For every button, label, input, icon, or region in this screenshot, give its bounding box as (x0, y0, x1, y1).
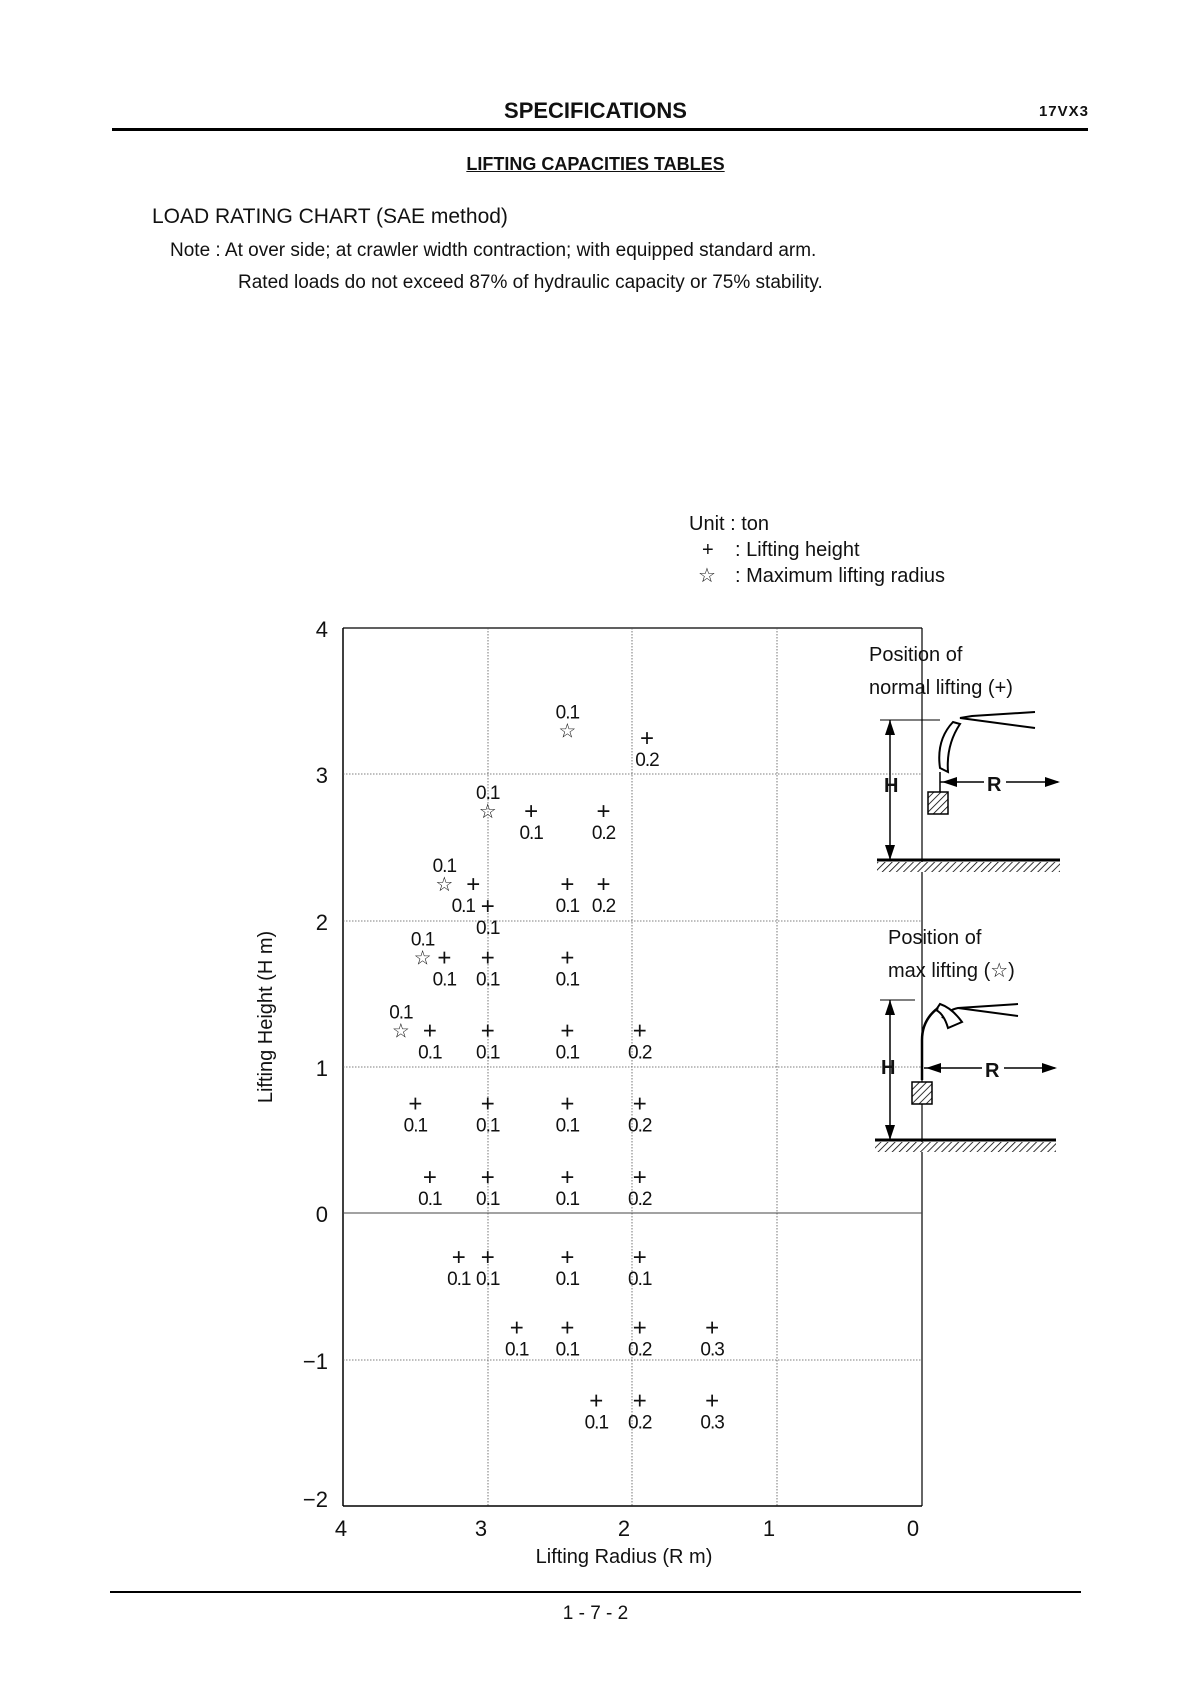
legend-unit: Unit : ton (689, 513, 770, 535)
note-line-1: Note : At over side; at crawler width contraction; with equipped standard arm. (170, 240, 817, 261)
lifting-height-point: + (589, 1387, 604, 1415)
arm-shape (960, 712, 1035, 728)
data-marks (389, 702, 724, 1433)
data-label: 0.1 (389, 1002, 413, 1024)
lifting-height-point: + (437, 944, 452, 972)
h-label: H (884, 775, 899, 797)
legend-star-label: : Maximum lifting radius (735, 565, 946, 587)
data-label: 0.3 (700, 1339, 724, 1361)
data-label: 0.2 (628, 1339, 652, 1361)
h-arrow-head-top (885, 720, 895, 735)
lifting-height-point: + (480, 944, 495, 972)
lifting-height-point: + (560, 1314, 575, 1342)
page-title: SPECIFICATIONS (504, 98, 687, 123)
bucket-shape (939, 722, 960, 772)
lifting-height-point: + (480, 1090, 495, 1118)
data-label: 0.1 (584, 1412, 609, 1434)
chart-heading: LOAD RATING CHART (SAE method) (152, 205, 508, 228)
max-diagram-title-1: Position of (888, 927, 982, 949)
data-label: 0.2 (628, 1042, 652, 1064)
data-label: 0.2 (628, 1115, 652, 1137)
lifting-height-point: + (480, 1163, 495, 1191)
data-label: 0.1 (476, 1042, 500, 1064)
lifting-height-point: + (509, 1314, 524, 1342)
data-label: 0.1 (476, 1115, 500, 1137)
data-label: 0.1 (410, 929, 435, 951)
data-label: 0.1 (418, 1042, 442, 1064)
section-title: LIFTING CAPACITIES TABLES (466, 154, 725, 174)
lifting-height-point: + (560, 1017, 575, 1045)
lifting-height-point: + (596, 871, 611, 899)
lifting-height-point: + (560, 944, 575, 972)
lifting-height-point: + (524, 797, 539, 825)
legend-star-symbol: ☆ (698, 565, 716, 587)
lifting-height-point: + (422, 1163, 437, 1191)
data-label: 0.1 (504, 1339, 529, 1361)
data-label: 0.3 (700, 1412, 724, 1434)
data-label: 0.1 (476, 1188, 500, 1210)
lifting-height-point: + (560, 1163, 575, 1191)
lifting-height-point: + (632, 1017, 647, 1045)
ground-hatch (877, 862, 1060, 872)
data-label: 0.1 (476, 1269, 500, 1291)
lifting-height-point: + (560, 871, 575, 899)
data-label: 0.1 (555, 702, 580, 724)
lifting-height-point: + (422, 1017, 437, 1045)
data-label: 0.1 (555, 1115, 580, 1137)
y-axis-ticks (303, 617, 328, 1512)
r-label: R (987, 774, 1002, 796)
y-tick-label: 4 (315, 617, 328, 642)
lifting-height-point: + (451, 1244, 466, 1272)
data-label: 0.1 (476, 782, 500, 804)
data-label: 0.1 (476, 918, 500, 940)
y-tick-label: 1 (315, 1056, 328, 1081)
data-label: 0.1 (555, 969, 580, 991)
r-arrow-head-right (1042, 1063, 1057, 1073)
lifting-height-point: + (408, 1090, 423, 1118)
data-label: 0.1 (432, 969, 457, 991)
x-tick-label: 3 (474, 1516, 488, 1541)
data-label: 0.2 (591, 822, 616, 844)
model-code: 17VX3 (1038, 103, 1089, 120)
data-label: 0.1 (628, 1269, 652, 1291)
lifting-height-point: + (560, 1090, 575, 1118)
lifting-height-point: + (596, 797, 611, 825)
data-label: 0.2 (591, 896, 616, 918)
legend-plus-symbol: + (702, 539, 714, 561)
load-block (912, 1082, 932, 1104)
data-label: 0.1 (418, 1188, 442, 1210)
y-tick-label: −1 (302, 1349, 328, 1374)
h-arrow-head-bottom (885, 1125, 895, 1140)
x-tick-label: 2 (617, 1516, 631, 1541)
max-radius-point: ☆ (558, 720, 577, 743)
data-label: 0.2 (628, 1188, 652, 1210)
data-label: 0.1 (555, 1269, 580, 1291)
y-tick-label: −2 (302, 1487, 328, 1512)
lifting-height-point: + (632, 1314, 647, 1342)
lifting-height-point: + (705, 1314, 720, 1342)
ground-hatch (875, 1142, 1056, 1152)
lifting-height-point: + (560, 1244, 575, 1272)
y-tick-label: 0 (315, 1202, 328, 1227)
legend-plus-label: : Lifting height (735, 539, 860, 561)
max-radius-point: ☆ (413, 947, 432, 970)
data-label: 0.1 (519, 822, 543, 844)
r-arrow-head-left (942, 777, 957, 787)
max-radius-point: ☆ (435, 874, 454, 897)
plot-area (343, 628, 922, 1506)
boom-lower-shape (958, 1008, 1018, 1016)
normal-diagram-title-1: Position of (869, 644, 963, 666)
data-label: 0.1 (555, 1188, 580, 1210)
data-label: 0.1 (447, 1269, 471, 1291)
y-axis-title: Lifting Height (H m) (255, 930, 277, 1104)
h-arrow-head-top (885, 1000, 895, 1015)
lifting-height-point: + (705, 1387, 720, 1415)
page-number: 1 - 7 - 2 (562, 1603, 629, 1624)
r-arrow-head-left (926, 1063, 941, 1073)
lifting-height-point: + (480, 1017, 495, 1045)
data-label: 0.1 (403, 1115, 428, 1137)
lifting-height-point: + (480, 1244, 495, 1272)
y-tick-label: 3 (315, 763, 328, 788)
x-tick-label: 1 (762, 1516, 776, 1541)
lifting-height-point: + (480, 893, 495, 921)
normal-diagram-title-2: normal lifting (+) (869, 677, 1013, 699)
lifting-height-point: + (466, 871, 481, 899)
r-label: R (985, 1060, 1000, 1082)
h-arrow-head-bottom (885, 845, 895, 860)
r-arrow-head-right (1045, 777, 1060, 787)
data-label: 0.1 (555, 1042, 580, 1064)
legend (689, 513, 945, 587)
data-label: 0.1 (432, 856, 457, 878)
lifting-height-point: + (632, 1090, 647, 1118)
note-line-2: Rated loads do not exceed 87% of hydraulic capacity or 75% stability. (238, 272, 823, 293)
y-tick-label: 2 (315, 910, 328, 935)
x-tick-label: 4 (334, 1516, 348, 1541)
max-lifting-diagram (875, 927, 1057, 1152)
data-label: 0.1 (555, 896, 580, 918)
data-label: 0.1 (451, 896, 475, 918)
lifting-height-point: + (632, 1163, 647, 1191)
max-radius-point: ☆ (391, 1020, 410, 1043)
data-label: 0.1 (476, 969, 500, 991)
footer-divider (110, 1591, 1081, 1593)
data-label: 0.2 (635, 749, 659, 771)
x-axis-title: Lifting Radius (R m) (535, 1546, 713, 1568)
normal-lifting-diagram (869, 644, 1060, 872)
max-diagram-title-2: max lifting (☆) (888, 960, 1015, 982)
max-radius-point: ☆ (478, 800, 497, 823)
x-axis-ticks (335, 1516, 919, 1541)
x-tick-label: 0 (906, 1516, 920, 1541)
data-label: 0.2 (628, 1412, 652, 1434)
lifting-height-point: + (632, 1244, 647, 1272)
h-label: H (881, 1057, 896, 1079)
data-label: 0.1 (555, 1339, 580, 1361)
load-block (928, 792, 948, 814)
lifting-height-point: + (632, 1387, 647, 1415)
lifting-height-point: + (639, 724, 654, 752)
